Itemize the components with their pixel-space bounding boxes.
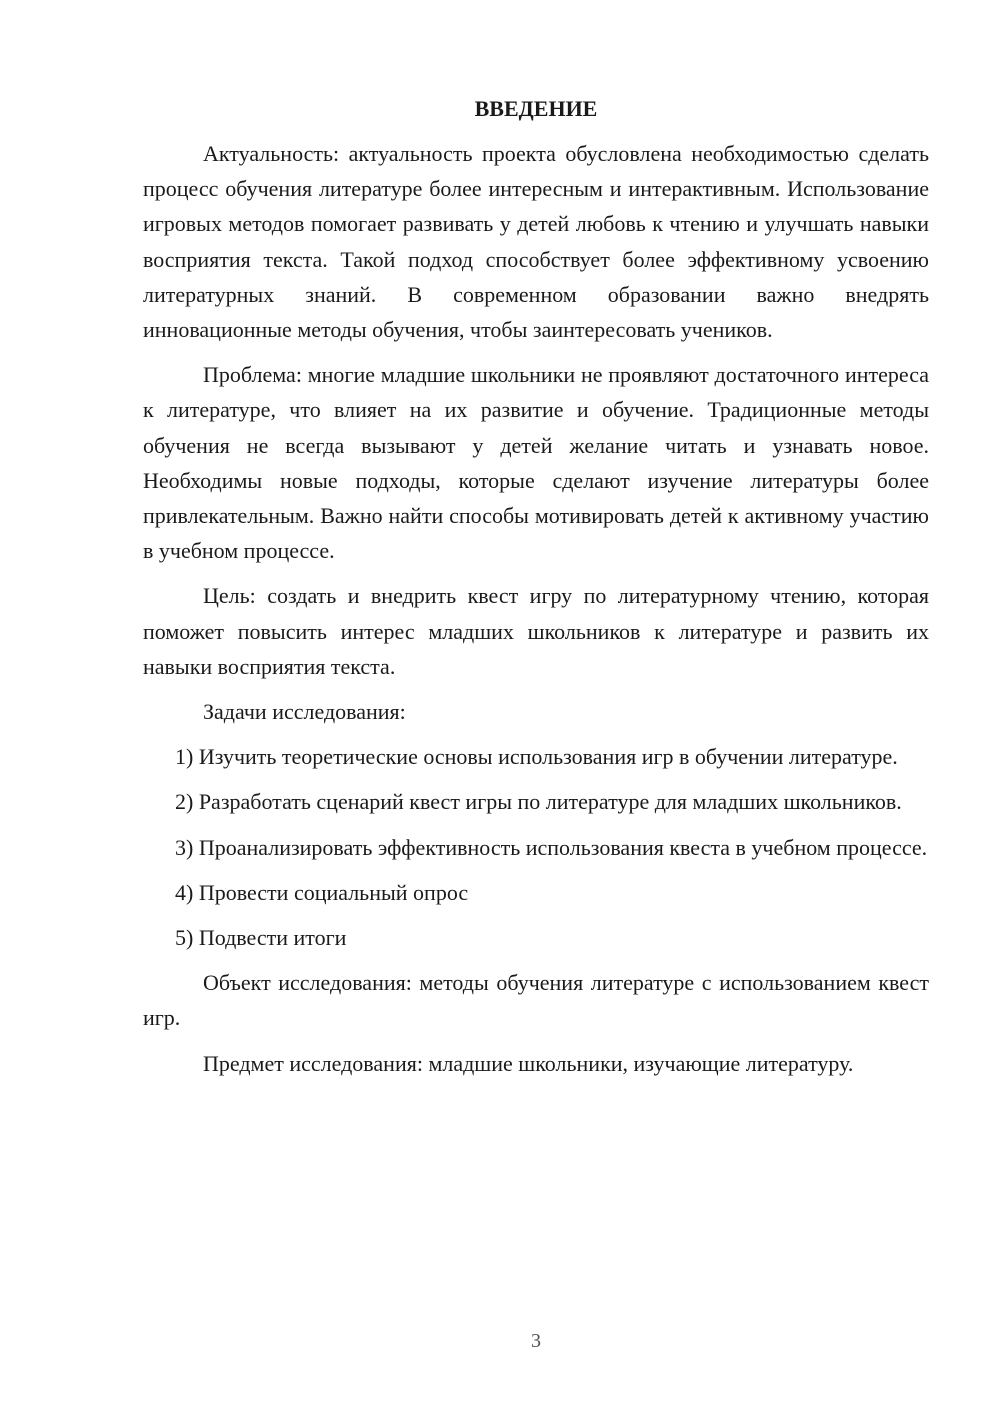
tasks-heading: Задачи исследования: bbox=[203, 699, 406, 725]
list-item: 1) Изучить теоретические основы использования игр в обучении литературе. bbox=[175, 744, 898, 770]
object-paragraph: Объект исследования: методы обучения литературе с использованием квест игр. bbox=[143, 970, 929, 1031]
list-item: 5) Подвести итоги bbox=[175, 925, 347, 951]
list-item: 4) Провести социальный опрос bbox=[175, 879, 469, 905]
problem-paragraph: Проблема: многие младшие школьники не проявляют достаточного интереса к литературе, что влияет на их развитие и обучение. Традиционные методы обучения не всегда вызывают у детей желание читать и узнавать новое. Необходимы новые подходы, которые сделают изучение литературы более привлекательным. Важно найти способы мотивировать детей к активному участию в учебном процессе. bbox=[143, 362, 929, 564]
goal-paragraph: Цель: создать и внедрить квест игру по литературному чтению, которая поможет повысить интерес младших школьников к литературе и развить их навыки восприятия текста. bbox=[143, 583, 929, 679]
tasks-list bbox=[143, 739, 929, 955]
list-item: 2) Разработать сценарий квест игры по литературе для младших школьников. bbox=[175, 789, 902, 815]
document-page bbox=[143, 92, 929, 1081]
subject-paragraph: Предмет исследования: младшие школьники, изучающие литературу. bbox=[203, 1050, 854, 1076]
list-item: 3) Проанализировать эффективность использования квеста в учебном процессе. bbox=[175, 834, 928, 860]
relevance-paragraph: Актуальность: актуальность проекта обусловлена необходимостью сделать процесс обучения литературе более интересным и интерактивным. Использование игровых методов помогает развивать у детей любовь к чтению и улучшать навыки восприятия текста. Такой подход способствует более эффективному усвоению литературных знаний. В современном образовании важно внедрять инновационные методы обучения, чтобы заинтересовать учеников. bbox=[143, 141, 929, 343]
page-number: 3 bbox=[531, 1330, 541, 1352]
page-title: ВВЕДЕНИЕ bbox=[474, 96, 598, 121]
